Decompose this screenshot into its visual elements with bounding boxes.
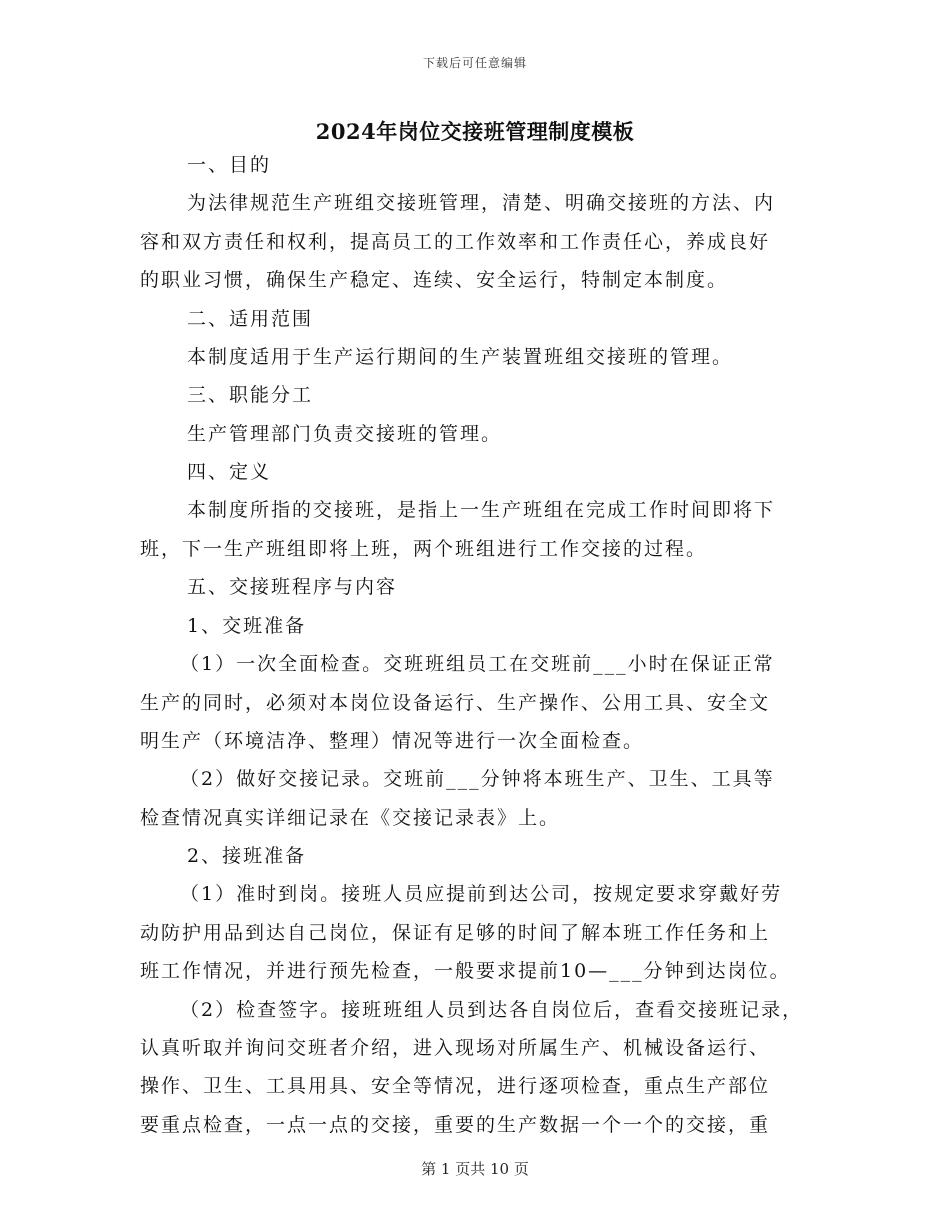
header-note: 下载后可任意编辑 xyxy=(422,56,527,70)
paragraph-line: （2）检查签字。接班班组人员到达各自岗位后，查看交接班记录， xyxy=(180,999,804,1021)
page-number: 第 1 页共 10 页 xyxy=(421,1160,529,1178)
paragraph-line: 检查情况真实详细记录在《交接记录表》上。 xyxy=(140,807,561,829)
section-heading: 三、职能分工 xyxy=(187,384,314,406)
paragraph-line: 要重点检查，一点一点的交接，重要的生产数据一个一个的交接，重 xyxy=(140,1114,771,1136)
paragraph-line: （1）准时到岗。接班人员应提前到达公司，按规定要求穿戴好劳 xyxy=(180,883,783,905)
paragraph-line: 的职业习惯，确保生产稳定、连续、安全运行，特制定本制度。 xyxy=(140,269,729,291)
section-heading: 二、适用范围 xyxy=(187,308,314,330)
paragraph-line: 本制度适用于生产运行期间的生产装置班组交接班的管理。 xyxy=(187,346,734,368)
paragraph-line: 容和双方责任和权利，提高员工的工作效率和工作责任心，养成良好 xyxy=(140,231,771,253)
paragraph-line: 班，下一生产班组即将上班，两个班组进行工作交接的过程。 xyxy=(140,538,708,560)
paragraph-line: 动防护用品到达自己岗位，保证有足够的时间了解本班工作任务和上 xyxy=(140,922,771,944)
paragraph-line: 班工作情况，并进行预先检查，一般要求提前10—___分钟到达岗位。 xyxy=(140,960,791,982)
section-heading: 一、目的 xyxy=(187,154,272,176)
section-heading: 五、交接班程序与内容 xyxy=(187,576,398,598)
subsection-heading: 1、交班准备 xyxy=(187,615,307,637)
paragraph-line: 认真听取并询问交班者介绍，进入现场对所属生产、机械设备运行、 xyxy=(140,1037,771,1059)
paragraph-line: （1）一次全面检查。交班班组员工在交班前___小时在保证正常 xyxy=(180,653,775,675)
paragraph-line: （2）做好交接记录。交班前___分钟将本班生产、卫生、工具等 xyxy=(180,768,775,790)
paragraph-line: 生产的同时，必须对本岗位设备运行、生产操作、公用工具、安全文 xyxy=(140,692,771,714)
paragraph-line: 明生产（环境洁净、整理）情况等进行一次全面检查。 xyxy=(140,730,645,752)
paragraph-line: 操作、卫生、工具用具、安全等情况，进行逐项检查，重点生产部位 xyxy=(140,1075,771,1097)
subsection-heading: 2、接班准备 xyxy=(187,845,307,867)
paragraph-line: 本制度所指的交接班，是指上一生产班组在完成工作时间即将下 xyxy=(187,499,776,521)
paragraph-line: 为法律规范生产班组交接班管理，清楚、明确交接班的方法、内 xyxy=(187,192,776,214)
section-heading: 四、定义 xyxy=(187,461,272,483)
document-title: 2024年岗位交接班管理制度模板 xyxy=(315,119,635,144)
paragraph-line: 生产管理部门负责交接班的管理。 xyxy=(187,423,503,445)
